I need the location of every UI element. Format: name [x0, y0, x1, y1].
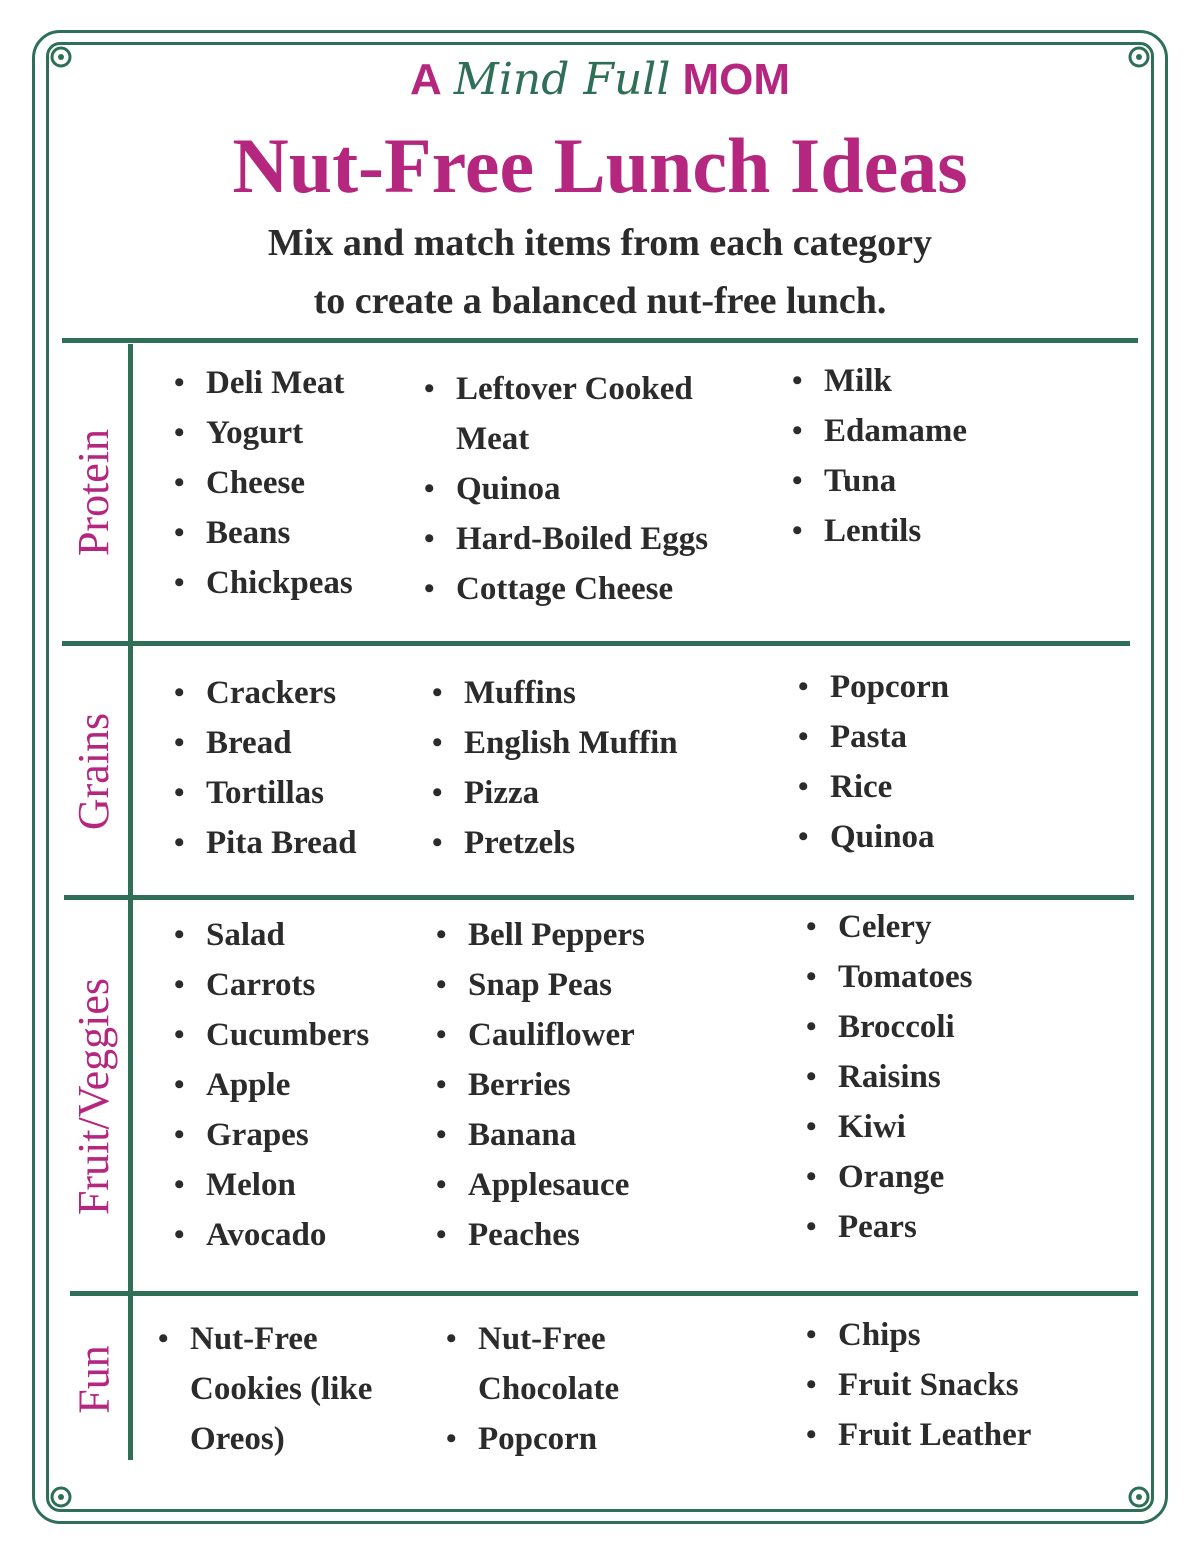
brand-logo	[0, 52, 1200, 108]
section-fun	[60, 1298, 1140, 1460]
grains-column-3	[794, 662, 1054, 862]
list-item: • Tuna	[788, 456, 1048, 506]
fun-column-2	[442, 1314, 712, 1464]
fruit-veggies-column-1	[170, 910, 430, 1260]
fruit-veggies-column-2	[432, 910, 762, 1260]
section-label-fruit-veggies: Fruit/Veggies	[69, 977, 119, 1215]
section-label-fun: Fun	[69, 1344, 119, 1414]
list-item: • Pears	[802, 1202, 1062, 1252]
list-item: • Lentils	[788, 506, 1048, 556]
list-item: • Berries	[432, 1060, 762, 1110]
list-item: • Broccoli	[802, 1002, 1062, 1052]
list-item: • Muffins	[428, 668, 758, 718]
corner-ornament-icon	[1122, 1480, 1156, 1514]
brand-mom: MOM	[682, 55, 790, 104]
list-item: • Celery	[802, 902, 1062, 952]
list-item: • Tortillas	[170, 768, 420, 818]
list-item: • Chickpeas	[170, 558, 410, 608]
list-item: • Snap Peas	[432, 960, 762, 1010]
subtitle-line-2: to create a balanced nut-free lunch.	[313, 280, 887, 322]
list-item: • Grapes	[170, 1110, 430, 1160]
brand-a: A	[410, 55, 442, 104]
list-item: • Apple	[170, 1060, 430, 1110]
divider-protein-grains	[62, 641, 1130, 646]
list-item: • Fruit Leather	[802, 1410, 1102, 1460]
protein-column-1	[170, 358, 410, 608]
list-item: • Applesauce	[432, 1160, 762, 1210]
subtitle-line-1: Mix and match items from each category	[267, 222, 933, 264]
list-item: • Fruit Snacks	[802, 1360, 1102, 1410]
brand-script: Mind Full	[453, 54, 671, 105]
list-item: • Quinoa	[794, 812, 1054, 862]
list-item: • Nut-Free Chocolate	[442, 1314, 712, 1414]
list-item: • Raisins	[802, 1052, 1062, 1102]
corner-ornament-icon	[44, 1480, 78, 1514]
section-protein	[60, 344, 1140, 640]
page-title: Nut-Free Lunch Ideas	[232, 122, 968, 209]
list-item: • Pasta	[794, 712, 1054, 762]
list-item: • Avocado	[170, 1210, 430, 1260]
list-item: • Kiwi	[802, 1102, 1062, 1152]
section-grains	[60, 648, 1140, 894]
list-item: • Popcorn	[794, 662, 1054, 712]
list-item: • Peaches	[432, 1210, 762, 1260]
section-label-grains: Grains	[69, 712, 119, 830]
list-item: • Cauliflower	[432, 1010, 762, 1060]
list-item: • Cottage Cheese	[420, 564, 750, 614]
list-item: • Edamame	[788, 406, 1048, 456]
list-item: • Yogurt	[170, 408, 410, 458]
section-fruit-veggies	[60, 902, 1140, 1290]
grains-column-2	[428, 668, 758, 868]
list-item: • Salad	[170, 910, 430, 960]
list-item: • Popcorn	[442, 1414, 712, 1464]
fun-column-3	[802, 1310, 1102, 1460]
list-item: • Tomatoes	[802, 952, 1062, 1002]
divider-grains-fruit	[64, 895, 1134, 900]
list-item: • Orange	[802, 1152, 1062, 1202]
divider-top	[62, 338, 1138, 343]
divider-fruit-fun	[70, 1291, 1138, 1296]
list-item: • Deli Meat	[170, 358, 410, 408]
page-subtitle	[120, 214, 1080, 330]
list-item: • Rice	[794, 762, 1054, 812]
fruit-veggies-column-3	[802, 902, 1062, 1252]
list-item: • Carrots	[170, 960, 430, 1010]
list-item: • Milk	[788, 356, 1048, 406]
fun-column-1	[154, 1314, 434, 1464]
section-label-protein: Protein	[69, 428, 119, 556]
list-item: • Cucumbers	[170, 1010, 430, 1060]
list-item: • Pizza	[428, 768, 758, 818]
list-item: • Pita Bread	[170, 818, 420, 868]
list-item: • Cheese	[170, 458, 410, 508]
list-item: • Quinoa	[420, 464, 750, 514]
list-item: • Beans	[170, 508, 410, 558]
list-item: • Hard-Boiled Eggs	[420, 514, 750, 564]
list-item: • Pretzels	[428, 818, 758, 868]
list-item: • Bell Peppers	[432, 910, 762, 960]
protein-column-2	[420, 364, 750, 614]
list-item: • Nut-Free Cookies (like Oreos)	[154, 1314, 434, 1464]
list-item: • Chips	[802, 1310, 1102, 1360]
list-item: • Banana	[432, 1110, 762, 1160]
grains-column-1	[170, 668, 420, 868]
protein-column-3	[788, 356, 1048, 556]
list-item: • English Muffin	[428, 718, 758, 768]
list-item: • Melon	[170, 1160, 430, 1210]
list-item: • Crackers	[170, 668, 420, 718]
list-item: • Leftover Cooked Meat	[420, 364, 750, 464]
list-item: • Bread	[170, 718, 420, 768]
